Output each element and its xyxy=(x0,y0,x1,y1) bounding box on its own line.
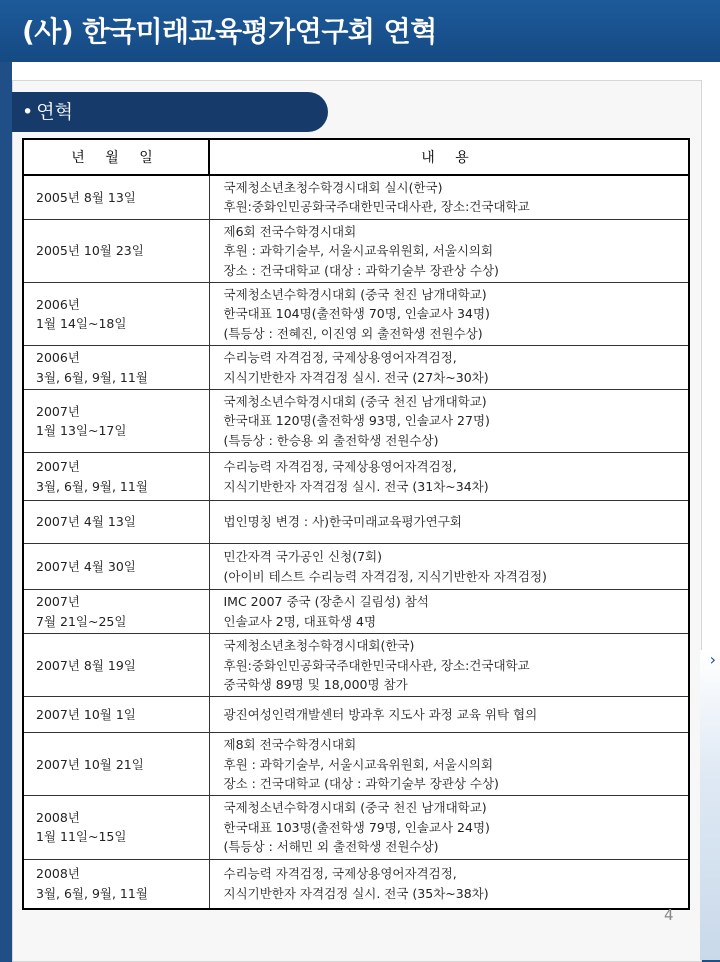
date-line: 2005년 8월 13일 xyxy=(36,189,136,205)
table-row xyxy=(23,634,689,697)
table-row xyxy=(23,796,689,859)
content-line: (특등상 : 서해민 외 출전학생 전원수상) xyxy=(223,839,439,855)
content-line: 후원 : 과학기술부, 서울시교육위원회, 서울시의회 xyxy=(223,243,494,259)
date-cell xyxy=(23,796,209,859)
content-line: 수리능력 자격검정, 국제상용영어자격검정, xyxy=(223,866,457,882)
date-line: 3월, 6월, 9월, 11월 xyxy=(36,369,148,385)
content-line: 국제청소년초청수학경시대회(한국) xyxy=(223,638,415,654)
date-line: 2007년 4월 30일 xyxy=(36,558,136,574)
title-bar xyxy=(0,0,720,62)
section-header xyxy=(12,92,328,132)
date-line: 2007년 xyxy=(36,459,80,475)
date-cell xyxy=(23,175,209,219)
content-line: (아이비 테스트 수리능력 자격검정, 지식기반한자 자격검정) xyxy=(223,568,547,584)
table-row xyxy=(23,859,689,909)
content-cell xyxy=(209,697,689,733)
table-row xyxy=(23,544,689,590)
page-title: (사) 한국미래교육평가연구회 연혁 xyxy=(22,15,437,48)
content-cell xyxy=(209,453,689,501)
table-row xyxy=(23,733,689,796)
date-line: 1월 11일~15일 xyxy=(36,829,127,845)
date-line: 1월 14일~18일 xyxy=(36,315,127,331)
date-cell xyxy=(23,346,209,390)
side-decoration xyxy=(700,650,720,960)
content-line: 지식기반한자 자격검정 실시. 전국 (35차~38차) xyxy=(223,885,489,901)
date-cell xyxy=(23,453,209,501)
content-line: 장소 : 건국대학교 (대상 : 과학기술부 장관상 수상) xyxy=(223,262,499,278)
date-cell xyxy=(23,501,209,544)
chevron-right-icon: › xyxy=(709,650,716,669)
date-cell xyxy=(23,590,209,634)
table-row xyxy=(23,390,689,453)
content-cell xyxy=(209,733,689,796)
date-cell xyxy=(23,219,209,282)
date-cell xyxy=(23,390,209,453)
date-cell xyxy=(23,733,209,796)
bullet-icon: • xyxy=(22,101,34,123)
content-line: 수리능력 자격검정, 국제상용영어자격검정, xyxy=(223,459,457,475)
table-body xyxy=(23,175,689,909)
date-line: 2007년 xyxy=(36,594,80,610)
content-line: 수리능력 자격검정, 국제상용영어자격검정, xyxy=(223,350,457,366)
content-line: 국제청소년수학경시대회 (중국 천진 남개대학교) xyxy=(223,394,487,409)
content-line: 광진여성인력개발센터 방과후 지도사 과정 교육 위탁 협의 xyxy=(223,707,538,723)
date-cell xyxy=(23,634,209,697)
table-row xyxy=(23,590,689,634)
content-cell xyxy=(209,219,689,282)
date-cell xyxy=(23,697,209,733)
content-cell xyxy=(209,390,689,453)
table-row xyxy=(23,219,689,282)
content-cell xyxy=(209,796,689,859)
date-line: 3월, 6월, 9월, 11월 xyxy=(36,478,148,494)
date-line: 2006년 xyxy=(36,296,80,312)
content-cell xyxy=(209,590,689,634)
date-line: 2007년 10월 1일 xyxy=(36,707,136,723)
table-header-row xyxy=(23,139,689,175)
table-row xyxy=(23,453,689,501)
date-line: 2007년 10월 21일 xyxy=(36,756,144,772)
content-line: 제6회 전국수학경시대회 xyxy=(223,223,357,239)
content-line: 후원:중화인민공화국주대한민국대사관, 장소:건국대학교 xyxy=(223,657,530,673)
date-line: 2008년 xyxy=(36,866,80,882)
table-row xyxy=(23,175,689,219)
table-row xyxy=(23,282,689,345)
date-line: 2006년 xyxy=(36,350,80,366)
content-line: 국제청소년초청수학경시대회 실시(한국) xyxy=(223,180,443,195)
content-cell xyxy=(209,544,689,590)
date-line: 2005년 10월 23일 xyxy=(36,243,144,259)
table-row xyxy=(23,697,689,733)
content-line: 민간자격 국가공인 신청(7회) xyxy=(223,549,382,565)
date-line: 2007년 xyxy=(36,403,80,419)
column-header-content: 내 용 xyxy=(209,139,689,175)
content-cell xyxy=(209,859,689,909)
date-line: 7월 21일~25일 xyxy=(36,613,127,629)
table-row xyxy=(23,346,689,390)
date-line: 2007년 8월 19일 xyxy=(36,657,136,673)
content-line: 제8회 전국수학경시대회 xyxy=(223,737,357,753)
section-label: 연혁 xyxy=(36,101,73,123)
date-cell xyxy=(23,282,209,345)
content-line: 지식기반한자 자격검정 실시. 전국 (31차~34차) xyxy=(223,478,489,494)
content-line: 장소 : 건국대학교 (대상 : 과학기술부 장관상 수상) xyxy=(223,776,499,791)
content-line: (특등상 : 한승용 외 출전학생 전원수상) xyxy=(223,432,439,448)
date-line: 1월 13일~17일 xyxy=(36,423,127,439)
column-header-date: 년 월 일 xyxy=(23,139,209,175)
content-line: 법인명칭 변경 : 사)한국미래교육평가연구회 xyxy=(223,514,462,530)
content-line: 국제청소년수학경시대회 (중국 천진 남개대학교) xyxy=(223,286,487,302)
content-line: 후원 : 과학기술부, 서울시교육위원회, 서울시의회 xyxy=(223,756,494,772)
content-cell xyxy=(209,501,689,544)
table-row xyxy=(23,501,689,544)
page-number: 4 xyxy=(664,906,674,924)
content-line: 후원:중화인민공화국주대한민국대사관, 장소:건국대학교 xyxy=(223,199,530,215)
content-cell xyxy=(209,346,689,390)
date-line: 2008년 xyxy=(36,810,80,826)
content-line: 한국대표 104명(출전학생 70명, 인솔교사 34명) xyxy=(223,306,490,322)
content-line: 인솔교사 2명, 대표학생 4명 xyxy=(223,613,377,629)
content-line: (특등상 : 전혜진, 이진영 외 출전학생 전원수상) xyxy=(223,325,483,341)
date-cell xyxy=(23,544,209,590)
date-cell xyxy=(23,859,209,909)
content-line: 한국대표 103명(출전학생 79명, 인솔교사 24명) xyxy=(223,819,490,835)
content-line: IMC 2007 중국 (장춘시 길림성) 참석 xyxy=(223,594,429,610)
content-cell xyxy=(209,282,689,345)
content-line: 중국학생 89명 및 18,000명 참가 xyxy=(223,676,408,692)
date-line: 3월, 6월, 9월, 11월 xyxy=(36,885,148,901)
content-line: 국제청소년수학경시대회 (중국 천진 남개대학교) xyxy=(223,800,487,816)
content-cell xyxy=(209,634,689,697)
date-line: 2007년 4월 13일 xyxy=(36,514,136,530)
content-line: 지식기반한자 자격검정 실시. 전국 (27차~30차) xyxy=(223,369,489,385)
content-cell xyxy=(209,175,689,219)
content-line: 한국대표 120명(출전학생 93명, 인솔교사 27명) xyxy=(223,413,490,429)
history-table xyxy=(22,138,690,910)
